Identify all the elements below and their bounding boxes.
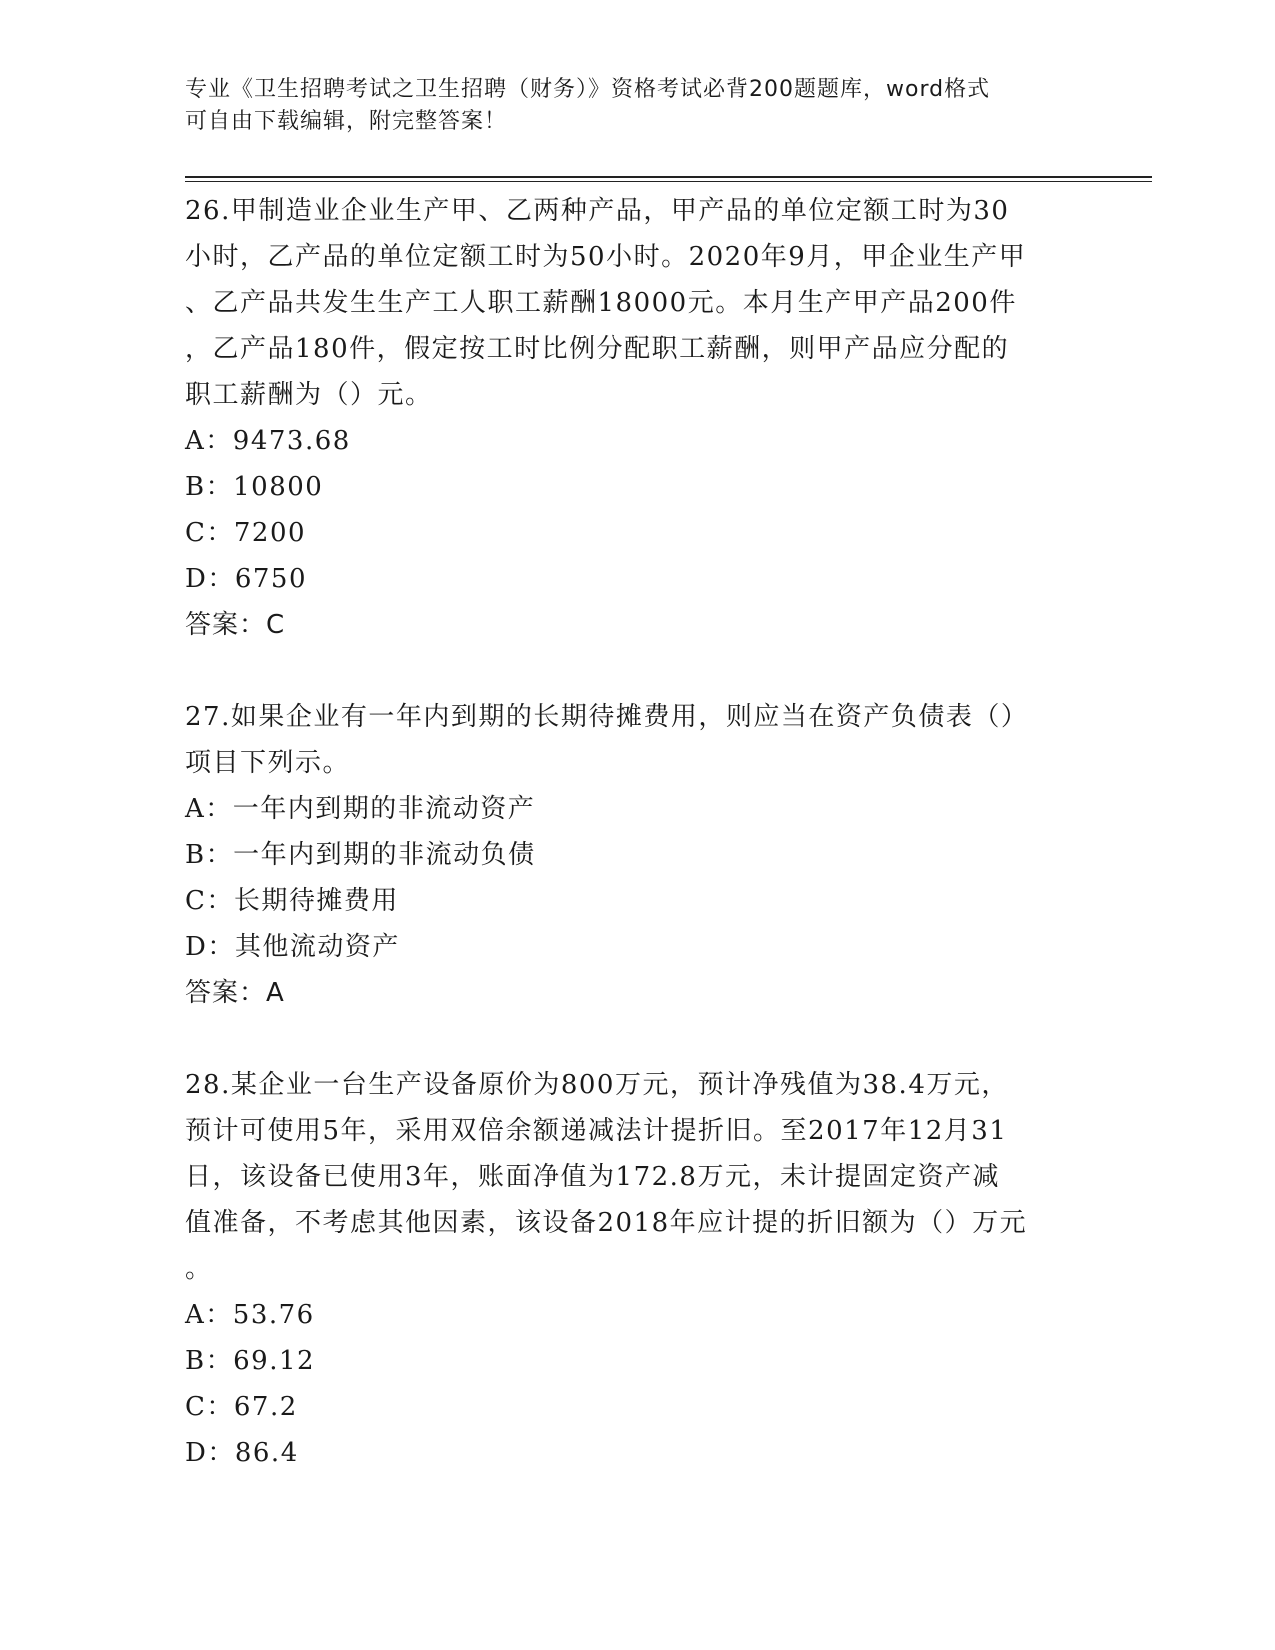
header-line-1: 专业《卫生招聘考试之卫生招聘（财务）》资格考试必背200题题库，word格式 [185,77,991,102]
question-stem-line: 项目下列示。 [185,748,351,778]
option-c: C：长期待摊费用 [185,886,399,916]
question-stem-line: 职工薪酬为（）元。 [185,380,433,410]
option-a: A：53.76 [185,1300,315,1330]
question-stem-line: 26.甲制造业企业生产甲、乙两种产品，甲产品的单位定额工时为30 [185,196,1010,226]
option-c: C：67.2 [185,1392,298,1422]
question-28 [185,1062,1085,1476]
question-stem-line: 。 [185,1254,213,1284]
answer-label: 答案：A [185,978,285,1008]
question-stem-line: 、乙产品共发生生产工人职工薪酬18000元。本月生产甲产品200件 [185,288,1017,318]
document-header [185,74,1065,138]
option-b: B：一年内到期的非流动负债 [185,840,536,870]
header-line-2: 可自由下载编辑，附完整答案！ [185,109,508,134]
questions-content [185,188,1085,1476]
question-stem-line: 预计可使用5年，采用双倍余额递减法计提折旧。至2017年12月31 [185,1116,1008,1146]
question-stem-line: 小时，乙产品的单位定额工时为50小时。2020年9月，甲企业生产甲 [185,242,1027,272]
question-spacer [185,1016,1085,1062]
question-26 [185,188,1085,648]
option-d: D：6750 [185,564,308,594]
option-b: B：69.12 [185,1346,316,1376]
header-rule-thick [185,176,1152,178]
question-spacer [185,648,1085,694]
question-stem-line: ，乙产品180件，假定按工时比例分配职工薪酬，则甲产品应分配的 [185,334,1010,364]
option-a: A：一年内到期的非流动资产 [185,794,536,824]
answer-label: 答案：C [185,610,286,640]
option-d: D：86.4 [185,1438,299,1468]
option-a: A：9473.68 [185,426,351,456]
question-stem-line: 日，该设备已使用3年，账面净值为172.8万元，未计提固定资产减 [185,1162,1000,1192]
header-rule-thin [185,181,1152,182]
question-stem-line: 值准备，不考虑其他因素，该设备2018年应计提的折旧额为（）万元 [185,1208,1028,1238]
option-c: C：7200 [185,518,307,548]
option-d: D：其他流动资产 [185,932,400,962]
question-27 [185,694,1085,1016]
option-b: B：10800 [185,472,324,502]
question-stem-line: 28.某企业一台生产设备原价为800万元，预计净残值为38.4万元， [185,1070,1009,1100]
question-stem-line: 27.如果企业有一年内到期的长期待摊费用，则应当在资产负债表（） [185,702,1029,732]
